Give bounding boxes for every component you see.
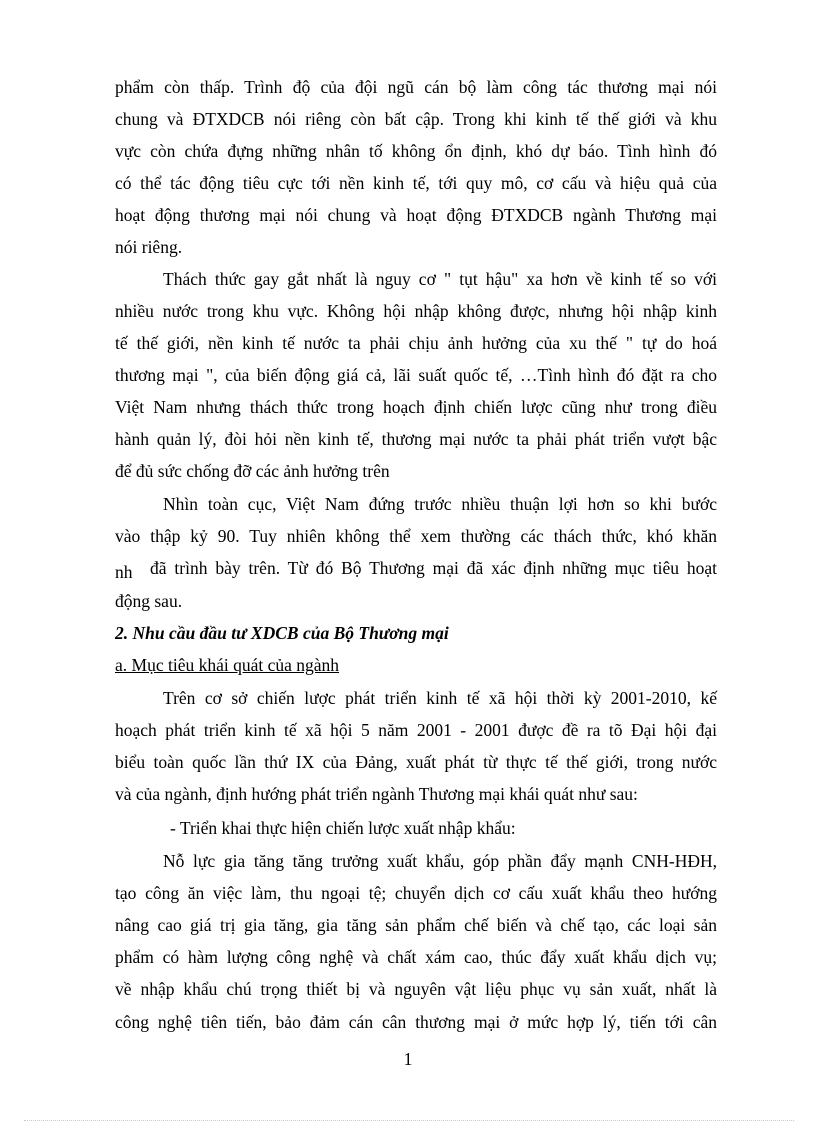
text-line: nói riêng. xyxy=(115,237,183,257)
text-line: tạo công ăn việc làm, thu ngoại tệ; chuyển dịch cơ cấu xuất khẩu theo hướng xyxy=(115,883,717,903)
text-line: Nhìn toàn cục, Việt Nam đứng trước nhiều thuận lợi hơn so khi bước xyxy=(163,494,717,514)
text-line: hành quản lý, đòi hỏi nền kinh tế, thương mại nước ta phải phát triển vượt bậc xyxy=(115,429,717,449)
text-line: hoạch phát triển kinh tế xã hội 5 năm 2001 - 2001 được đề ra tõ Đại hội đại xyxy=(115,720,717,740)
text-line: đã trình bày trên. Từ đó Bộ Thương mại đã xác định những mục tiêu hoạt xyxy=(150,558,717,578)
bullet-item: - Triển khai thực hiện chiến lược xuất nhập khẩu: xyxy=(170,818,516,838)
text-line: nhiều nước trong khu vực. Không hội nhập không được, nhưng hội nhập kinh xyxy=(115,301,717,321)
text-line: phẩm còn thấp. Trình độ của đội ngũ cán bộ làm công tác thương mại nói xyxy=(115,77,717,97)
text-line: Nỗ lực gia tăng tăng trưởng xuất khẩu, góp phần đẩy mạnh CNH-HĐH, xyxy=(163,851,717,871)
text-line: động sau. xyxy=(115,591,183,611)
text-line: Trên cơ sở chiến lược phát triển kinh tế xã hội thời kỳ 2001-2010, kế xyxy=(163,688,717,708)
text-line: biểu toàn quốc lần thứ IX của Đảng, xuất phát từ thực tế thế giới, trong nước xyxy=(115,752,717,772)
text-line: vực còn chứa đựng những nhân tố không ổn định, khó dự báo. Tình hình đó xyxy=(115,141,717,161)
subsection-heading: a. Mục tiêu khái quát của ngành xyxy=(115,655,340,675)
text-line: Việt Nam nhưng thách thức trong hoạch định chiến lược cũng như trong điều xyxy=(115,397,717,417)
text-line: công nghệ tiên tiến, bảo đảm cán cân thương mại ở mức hợp lý, tiến tới cân xyxy=(115,1012,717,1032)
text-line: thương mại ", của biến động giá cả, lãi suất quốc tế, …Tình hình đó đặt ra cho xyxy=(115,365,717,385)
page-number: 1 xyxy=(403,1049,413,1069)
text-line: hoạt động thương mại nói chung và hoạt động ĐTXDCB ngành Thương mại xyxy=(115,205,717,225)
text-line: nâng cao giá trị gia tăng, gia tăng sản phẩm chế biến và chế tạo, các loại sản xyxy=(115,915,717,935)
text-line: có thể tác động tiêu cực tới nền kinh tế, tới quy mô, cơ cấu và hiệu quả của xyxy=(115,173,717,193)
text-line: Thách thức gay gắt nhất là nguy cơ " tụt hậu" xa hơn về kinh tế so với xyxy=(163,269,717,289)
text-line: về nhập khẩu chú trọng thiết bị và nguyên vật liệu phục vụ sản xuất, nhất là xyxy=(115,979,717,999)
text-line: tế thế giới, nền kinh tế nước ta phải chịu ảnh hưởng của xu thế " tự do hoá xyxy=(115,333,717,353)
text-fragment: nh xyxy=(115,562,133,582)
text-line: và của ngành, định hướng phát triển ngành Thương mại khái quát như sau: xyxy=(115,784,638,804)
page-bottom-divider xyxy=(24,1120,794,1121)
section-heading: 2. Nhu cầu đầu tư XDCB của Bộ Thương mại xyxy=(115,623,449,643)
text-line: vào thập kỷ 90. Tuy nhiên không thể xem thường các thách thức, khó khăn xyxy=(115,526,717,546)
text-line: phẩm có hàm lượng công nghệ và chất xám cao, thúc đẩy xuất khẩu dịch vụ; xyxy=(115,947,717,967)
text-line: để đủ sức chống đỡ các ảnh hưởng trên xyxy=(115,461,390,481)
text-line: chung và ĐTXDCB nói riêng còn bất cập. Trong khi kinh tế thế giới và khu xyxy=(115,109,717,129)
